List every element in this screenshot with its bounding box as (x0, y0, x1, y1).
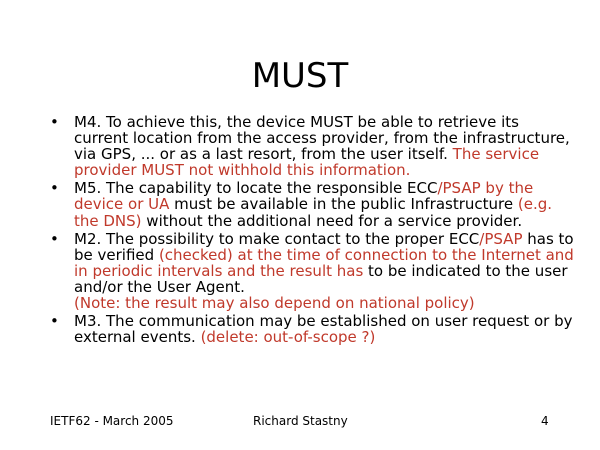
bullet-dot-icon: • (50, 179, 59, 198)
bullet-text: without the additional need for a service provider. (141, 211, 523, 230)
bullet-text: to be indicated to the user and/or the User Agent. (74, 261, 568, 296)
bullet-highlight: The service provider MUST not withhold this information. (74, 145, 540, 180)
bullet-highlight: (e.g. the DNS) (74, 195, 553, 230)
footer-page-number: 4 (541, 414, 549, 428)
bullet-item-m4 (36, 114, 576, 178)
bullet-note: (Note: the result may also depend on national policy) (74, 294, 475, 313)
bullet-dot-icon: • (50, 229, 59, 248)
slide-title: MUST (251, 56, 349, 96)
bullet-text: must be available in the public Infrastructure (169, 195, 518, 214)
footer-event: IETF62 - March 2005 (50, 414, 174, 428)
bullet-text: M3. The communication may be established on user request or by external events. (74, 312, 573, 347)
bullet-text: has to be verified (74, 229, 574, 264)
footer-author: Richard Stastny (253, 414, 348, 428)
bullet-item-m2 (36, 231, 576, 311)
bullet-text: M4. To achieve this, the device MUST be able to retrieve its current location from the access provider, from the infrastructure, via GPS, ... or as a last resort, from the user itself. (74, 113, 570, 164)
bullet-list (36, 114, 576, 347)
bullet-text: M5. The capability to locate the responsible ECC (74, 179, 438, 198)
bullet-item-m3 (36, 313, 576, 345)
bullet-highlight: /PSAP (479, 229, 523, 248)
bullet-dot-icon: • (50, 113, 59, 131)
bullet-highlight: /PSAP by the device or UA (74, 179, 534, 214)
bullet-text: M2. The possibility to make contact to the proper ECC (74, 229, 480, 248)
bullet-dot-icon: • (50, 312, 59, 331)
bullet-highlight: (checked) at the time of connection to the Internet and in periodic intervals and the result has (74, 245, 574, 280)
bullet-highlight: (delete: out-of-scope ?) (200, 328, 376, 347)
bullet-item-m5 (36, 180, 576, 228)
